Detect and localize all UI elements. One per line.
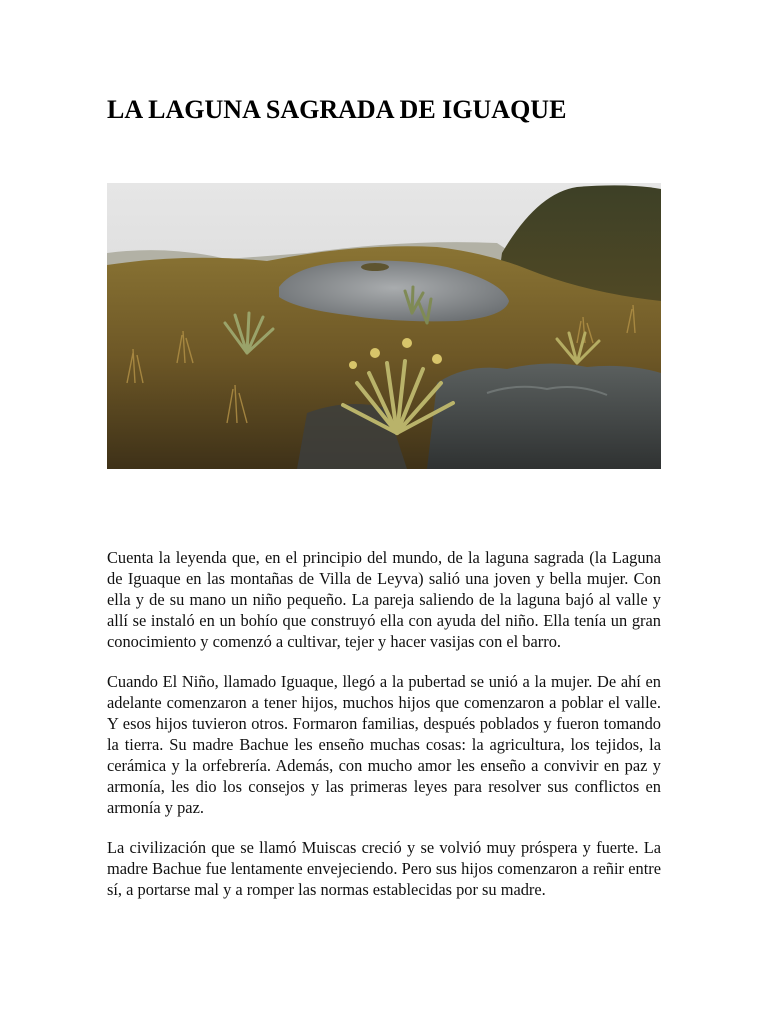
- paragraph-1: Cuenta la leyenda que, en el principio del mundo, de la laguna sagrada (la Laguna de Iguaque en las montañas de Villa de Leyva) salió una joven y bella mujer. Con ella y de su mano un niño pequeño. La pareja saliendo de la laguna bajó al valle y allí se instaló en un bohío que construyó ella con ayuda del niño. Ella tenía un gran conocimiento y comenzó a cultivar, tejer y hacer vasijas con el barro.: [107, 548, 661, 651]
- lagoon-photo: [107, 183, 661, 469]
- rocks: [427, 363, 661, 469]
- paragraph-3: La civilización que se llamó Muiscas creció y se volvió muy próspera y fuerte. La madre Bachue fue lentamente envejeciendo. Pero sus hijos comenzaron a reñir entre sí, a portarse mal y a romper las normas establecidas por su madre.: [107, 838, 661, 899]
- landscape-illustration: [107, 183, 661, 469]
- document-title: LA LAGUNA SAGRADA DE IGUAQUE: [107, 95, 567, 124]
- document-body: [107, 547, 661, 919]
- paragraph-2: Cuando El Niño, llamado Iguaque, llegó a la pubertad se unió a la mujer. De ahí en adelante comenzaron a tener hijos, muchos hijos que comenzaron a poblar el valle. Y esos hijos tuvieron otros. Formaron familias, después poblados y fueron tomando la tierra. Su madre Bachue les enseño muchas cosas: la agricultura, los tejidos, la cerámica y la orfebrería. Además, con mucho amor les enseño a convivir en paz y armonía, les dio los consejos y las primeras leyes para resolver sus conflictos en armonía y paz.: [107, 672, 661, 817]
